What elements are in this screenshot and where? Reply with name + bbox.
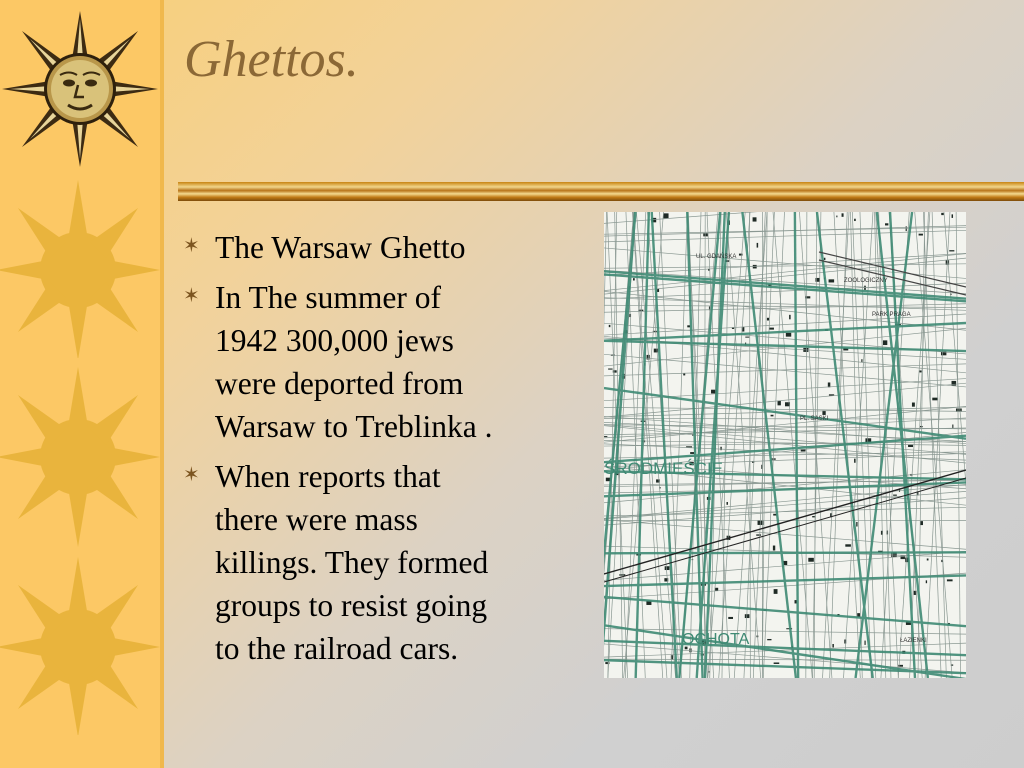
bullet-line: groups to resist going <box>215 588 488 623</box>
bullet-line: were deported from <box>215 366 464 401</box>
bullet-line: killings. They formed <box>215 545 489 580</box>
map-small-label: UL. GDAŃSKA <box>696 254 737 260</box>
map-small-label: ŁAZIENKI <box>900 638 927 644</box>
bullet-line: there were mass <box>215 502 418 537</box>
map-district-label: ŚRÓDMIEŚCIE <box>604 459 724 478</box>
sun-face-icon <box>0 5 164 170</box>
star-bullet-icon: ✶ <box>183 285 200 307</box>
bullet-line: In The summer of <box>215 280 441 315</box>
map-district-label: OCHOTA <box>682 631 750 648</box>
map-small-label: ZOOLOGICZNY <box>844 278 888 284</box>
slide-title: Ghettos. <box>184 31 359 88</box>
sun-icon <box>0 365 164 550</box>
sun-icon <box>0 555 164 735</box>
bullet-item <box>183 276 578 448</box>
star-bullet-icon: ✶ <box>183 235 200 257</box>
bullet-list <box>183 226 578 677</box>
map-small-label: PARK PRAGA <box>872 312 911 318</box>
bullet-line: 1942 300,000 jews <box>215 323 454 358</box>
bullet-item <box>183 455 578 670</box>
star-bullet-icon: ✶ <box>183 464 200 486</box>
bullet-line: Warsaw to Treblinka . <box>215 409 493 444</box>
map-small-label: PL. SASKI <box>800 416 829 422</box>
warsaw-map-image <box>604 212 966 678</box>
sun-icon <box>0 178 164 358</box>
bullet-line: The Warsaw Ghetto <box>215 230 466 265</box>
bullet-item <box>183 226 578 269</box>
bullet-line: When reports that <box>215 459 441 494</box>
title-divider <box>178 182 1024 201</box>
bullet-line: to the railroad cars. <box>215 631 459 666</box>
